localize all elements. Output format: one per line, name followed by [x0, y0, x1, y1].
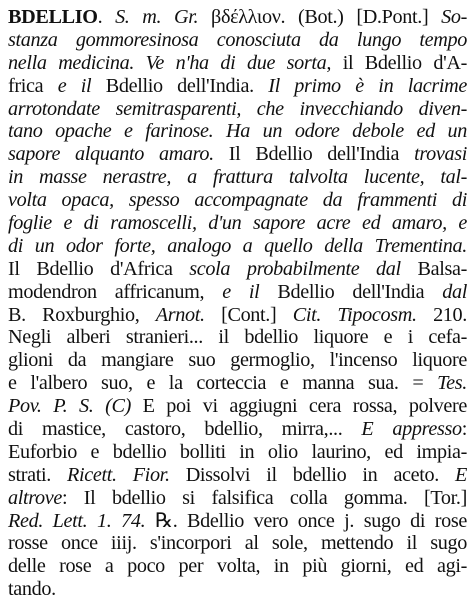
entry-line	[8, 120, 467, 143]
italic-text: scola probabilmente dal	[189, 257, 418, 280]
text-segment: Il	[8, 257, 37, 280]
italic-text: e il	[222, 280, 278, 303]
italic-text: arrotondate semitrasparenti, che invecchiando diven-	[8, 97, 467, 120]
italic-text: Cit. Tipocosm.	[292, 303, 434, 326]
italic-text: volta opaca, spesso accompagnate da frammenti di	[8, 189, 467, 212]
entry-line	[8, 304, 467, 327]
italic-text: S. m. Gr.	[115, 6, 212, 28]
text-segment: rosse once iiij. s'incorpori al sole, mettendo il sugo	[8, 532, 467, 555]
text-segment: modendron affricanum,	[8, 280, 223, 303]
italic-text: di un odor forte, analogo a quello della Trementina.	[8, 234, 467, 257]
text-segment: [Cont.]	[221, 303, 293, 326]
italic-text: So-	[441, 6, 467, 28]
entry-line	[8, 258, 467, 281]
entry-line	[8, 395, 467, 418]
text-segment: delle rose a poco per volta, in più giorni, ed agi-	[8, 555, 467, 578]
italic-text: stanza gommoresinosa conosciuta da lungo tempo	[8, 28, 467, 51]
text-segment: B. Roxburghio,	[8, 303, 156, 326]
text-segment: :	[461, 418, 467, 441]
entry-line	[8, 349, 467, 372]
italic-text: trovasi	[414, 143, 467, 166]
text-segment: di mastice, castoro, bdellio, mirra,...	[8, 418, 362, 441]
italic-text: foglie e di ramoscelli, d'un sapore acre ed amaro, e	[8, 212, 467, 235]
italic-text: altrove	[8, 486, 62, 509]
italic-text: Arnot.	[155, 303, 222, 326]
entry-line	[8, 166, 467, 189]
entry-line	[8, 418, 467, 441]
text-segment: Bdellio dell'India	[277, 280, 443, 303]
text-segment: : Il bdellio si falsifica colla gomma. [Tor.]	[61, 486, 467, 509]
italic-text: Tes.	[437, 372, 467, 395]
italic-text: e il	[57, 74, 106, 97]
italic-text: sapore alquanto amaro.	[8, 143, 229, 166]
text-segment: tando.	[8, 578, 56, 601]
italic-text: tano opache e farinose. Ha un odore debole ed un	[8, 120, 467, 143]
entry-line	[8, 510, 467, 533]
text-segment: e l'albero suo, e la corteccia e manna sua. =	[8, 372, 438, 395]
entry-line	[8, 441, 467, 464]
text-segment: Bdellio dell'India.	[105, 74, 269, 97]
text-segment: il	[342, 51, 365, 74]
text-segment: Negli alberi stranieri... il bdellio liquore e i cefa-	[8, 326, 467, 349]
text-segment: 210.	[433, 303, 467, 326]
entry-line	[8, 189, 467, 212]
text-segment: ℞. Bdellio vero once j. sugo di rose	[154, 509, 468, 532]
text-segment: strati.	[8, 463, 67, 486]
text-segment: Il Bdellio dell'India	[228, 143, 415, 166]
italic-text: Red. Lett. 1. 74.	[8, 509, 155, 532]
text-segment: Euforbio e bdellio bolliti in olio laurino, ed impia-	[8, 440, 467, 463]
text-segment: .	[97, 6, 116, 28]
entry-line	[8, 235, 467, 258]
entry-line	[8, 281, 467, 304]
text-segment: Bdellio d'Africa	[36, 257, 190, 280]
text-segment: Bdellio d'A-	[364, 51, 467, 74]
entry-line	[8, 52, 467, 75]
entry-line	[8, 6, 467, 29]
text-segment: E poi vi aggiugni cera rossa, polvere	[142, 395, 467, 418]
italic-text: nella medicina. Ve n'ha di due sorta,	[8, 51, 343, 74]
entry-line	[8, 75, 467, 98]
entry-line	[8, 372, 467, 395]
text-segment: glioni da mangiare suo germoglio, l'incenso liquore	[8, 349, 467, 372]
italic-text: in masse nerastre, a frattura talvolta lucente, tal-	[8, 166, 467, 189]
entry-line	[8, 29, 467, 52]
entry-line	[8, 555, 467, 578]
text-segment: Balsa-	[417, 257, 467, 280]
italic-text: Pov. P. S. (C)	[8, 395, 143, 418]
text-segment: Dissolvi il bdellio in aceto.	[185, 463, 456, 486]
entry-line	[8, 578, 467, 601]
entry-text	[8, 6, 467, 601]
italic-text: dal	[442, 280, 468, 303]
italic-text: E appresso	[361, 418, 462, 441]
italic-text: Il primo è in lacrime	[268, 74, 467, 97]
entry-line	[8, 487, 467, 510]
entry-line	[8, 464, 467, 487]
italic-text: E	[455, 463, 467, 486]
entry-line	[8, 326, 467, 349]
text-segment: frica	[8, 74, 58, 97]
entry-line	[8, 143, 467, 166]
entry-line	[8, 98, 467, 121]
entry-line	[8, 532, 467, 555]
italic-text: Ricett. Fior.	[67, 463, 186, 486]
text-segment: βδέλλιον. (Bot.) [D.Pont.]	[211, 6, 442, 28]
headword: BDELLIO	[8, 6, 98, 28]
entry-line	[8, 212, 467, 235]
